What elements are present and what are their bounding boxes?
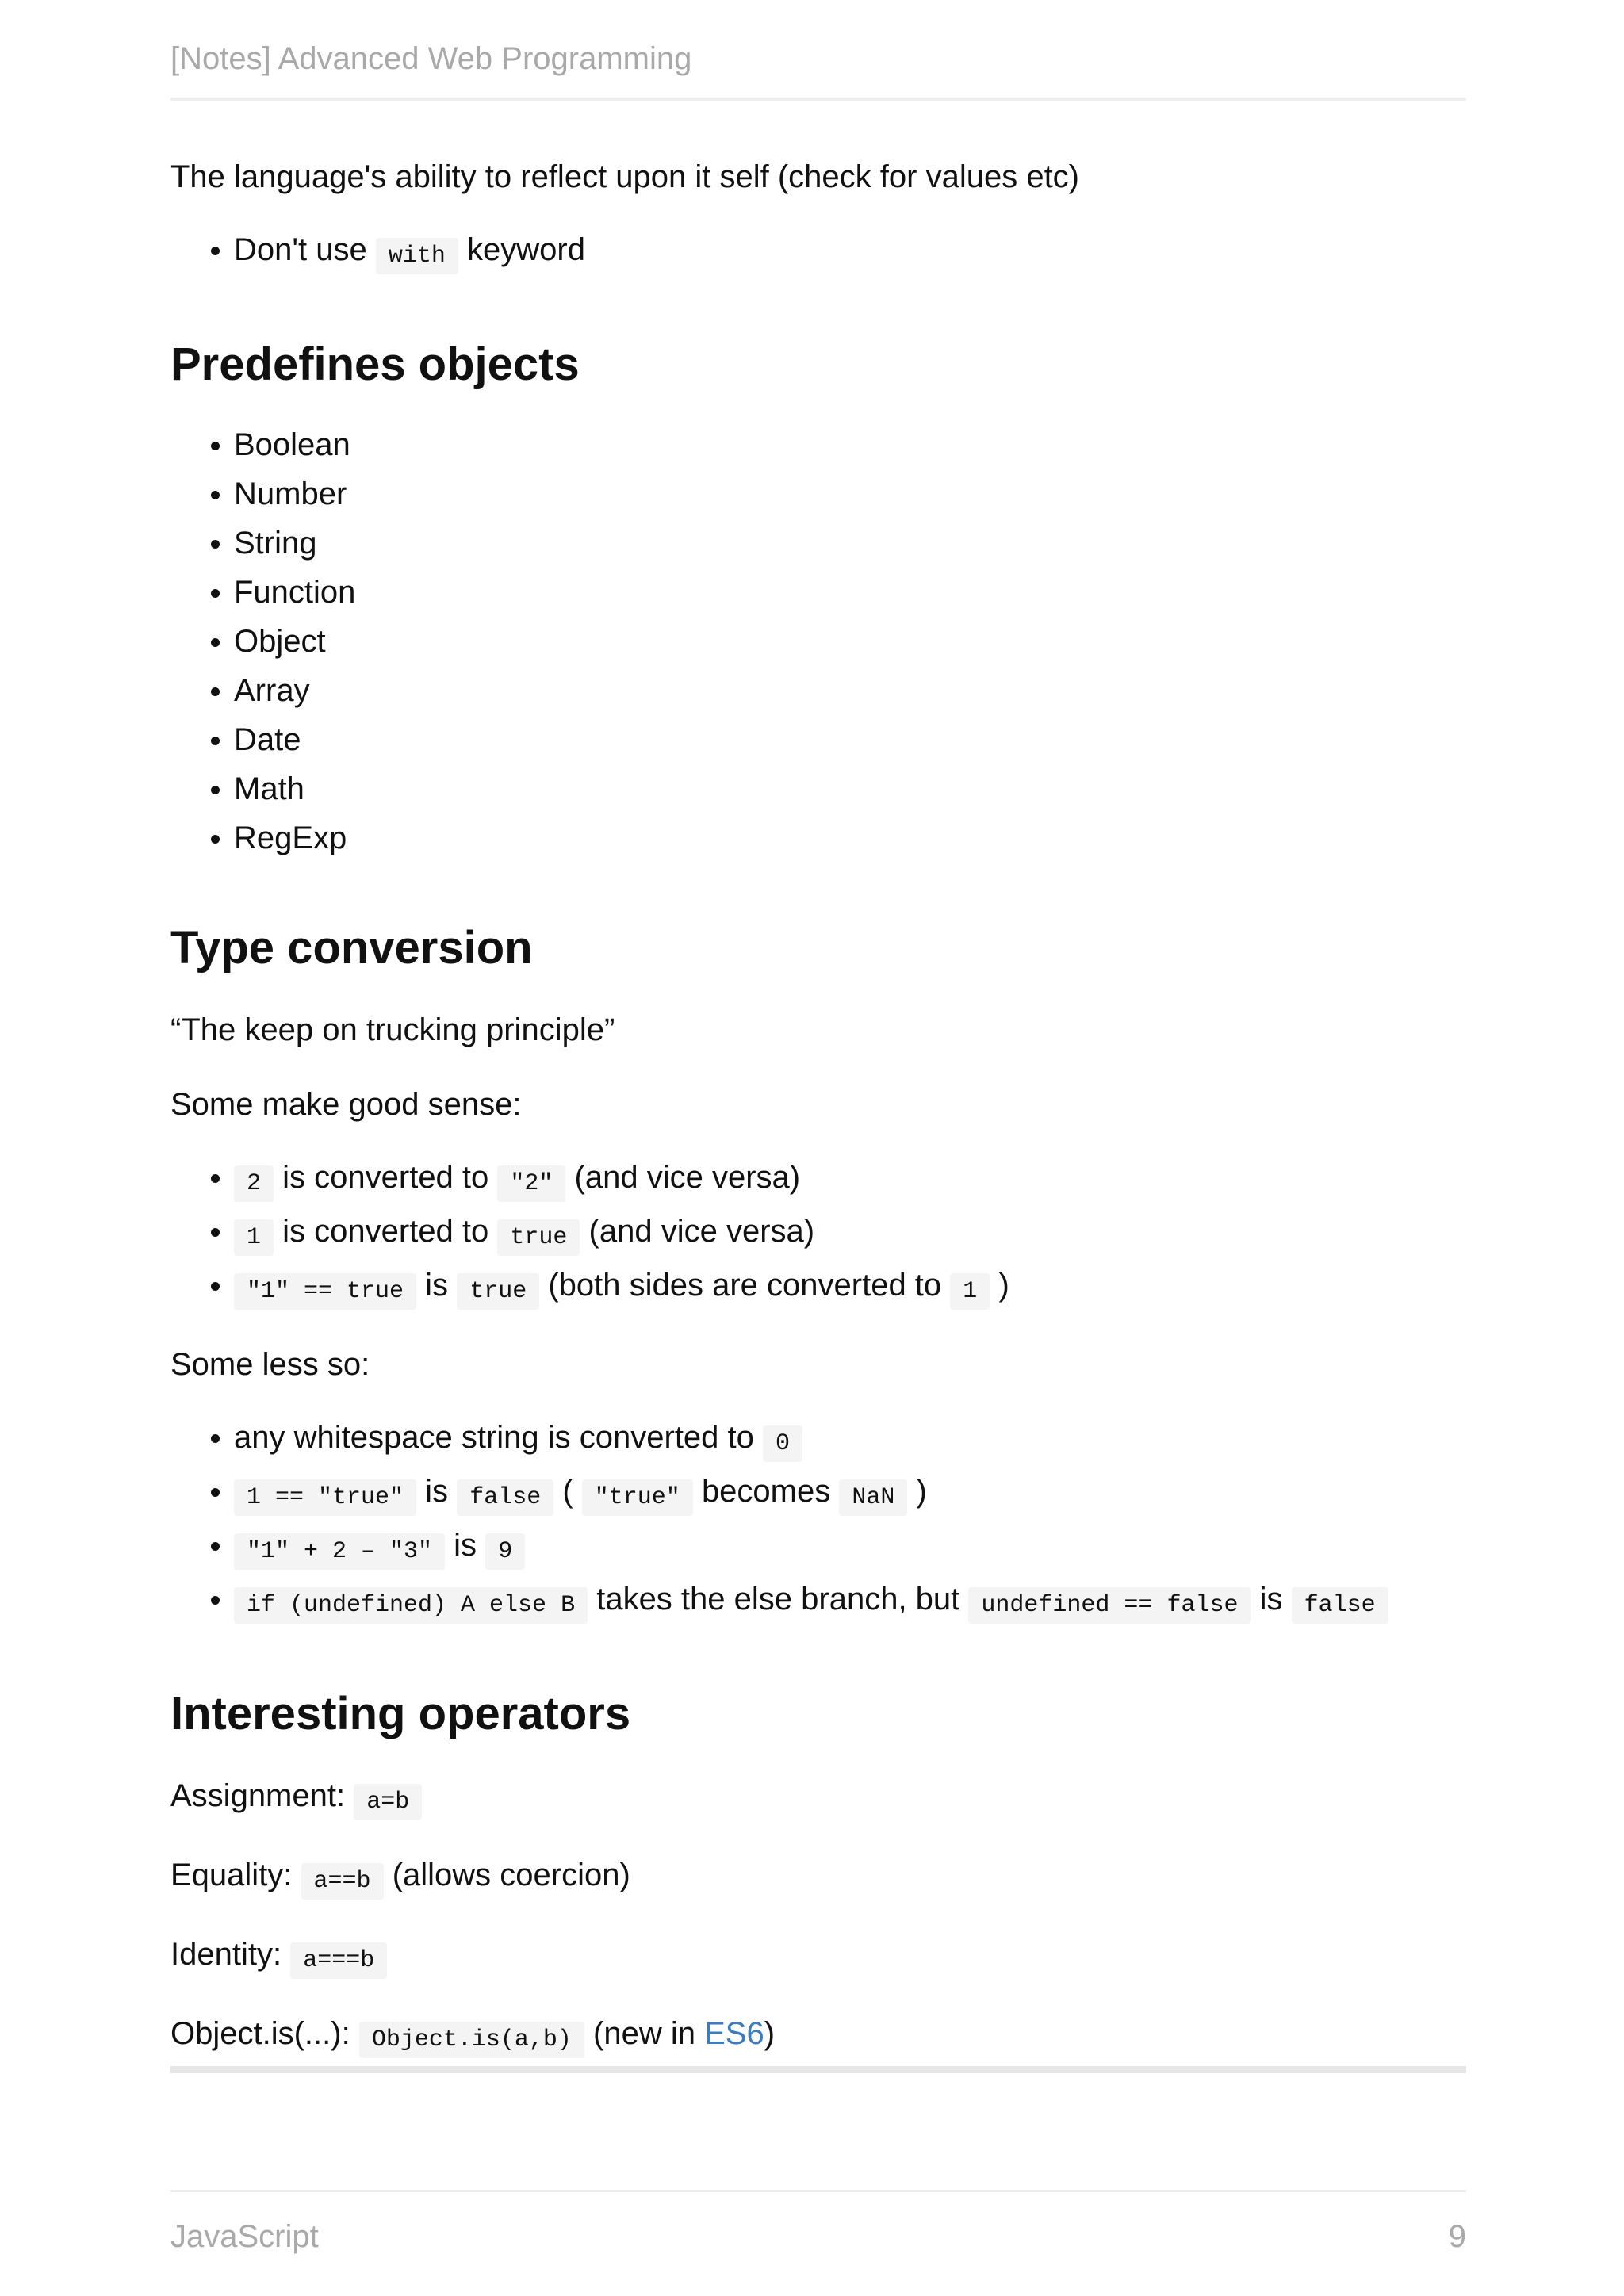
list-item: • String: [234, 519, 1466, 568]
list-item: • 2 is converted to "2" (and vice versa): [234, 1153, 1466, 1207]
header-title: [Notes] Advanced Web Programming: [170, 41, 692, 76]
intro-text: The language's ability to reflect upon it self (check for values etc): [170, 159, 1079, 194]
list-item: • "1" == true is true (both sides are converted to 1 ): [234, 1261, 1466, 1314]
list-item: • Don't use with keyword: [234, 225, 1466, 279]
list-item: • Date: [234, 715, 1466, 764]
list-item: • Function: [234, 568, 1466, 617]
operator-equality: Equality: a==b (allows coercion): [170, 1850, 1466, 1904]
list-item: • if (undefined) A else B takes the else branch, but undefined == false is false: [234, 1575, 1466, 1628]
content: [170, 152, 1466, 2063]
quote-text: “The keep on trucking principle”: [170, 1012, 615, 1047]
good-sense-list: [170, 1153, 1466, 1314]
good-sense-label: Some make good sense:: [170, 1087, 522, 1122]
running-header: [170, 35, 1466, 101]
list-item: • Math: [234, 764, 1466, 813]
heading-predefines: Predefines objects: [170, 339, 580, 390]
less-so-list: [170, 1413, 1466, 1628]
list-item: • Boolean: [234, 420, 1466, 469]
heading-type-conversion: Type conversion: [170, 922, 533, 974]
footer-chapter: JavaScript: [170, 2219, 319, 2254]
list-item: • any whitespace string is converted to 0: [234, 1413, 1466, 1467]
operator-object-is: Object.is(...): Object.is(a,b) (new in ES6): [170, 2009, 1466, 2063]
list-item: • 1 == "true" is false ( "true" becomes NaN ): [234, 1467, 1466, 1521]
page: [170, 0, 1466, 2296]
page-number: 9: [1448, 2219, 1466, 2254]
operator-identity: Identity: a===b: [170, 1930, 1466, 1984]
es6-link[interactable]: ES6: [704, 2016, 764, 2051]
operator-assignment: Assignment: a=b: [170, 1771, 1466, 1825]
less-so-label: Some less so:: [170, 1347, 370, 1382]
section-divider: [170, 2066, 1466, 2073]
running-footer: [170, 2190, 1466, 2260]
heading-operators: Interesting operators: [170, 1688, 631, 1739]
list-item: • RegExp: [234, 813, 1466, 863]
list-item: • Array: [234, 666, 1466, 715]
list-item: • Object: [234, 617, 1466, 666]
predefines-list: [170, 420, 1466, 863]
intro-list: [170, 225, 1466, 279]
list-item: • 1 is converted to true (and vice versa): [234, 1207, 1466, 1261]
list-item: • Number: [234, 469, 1466, 519]
list-item: • "1" + 2 – "3" is 9: [234, 1521, 1466, 1575]
